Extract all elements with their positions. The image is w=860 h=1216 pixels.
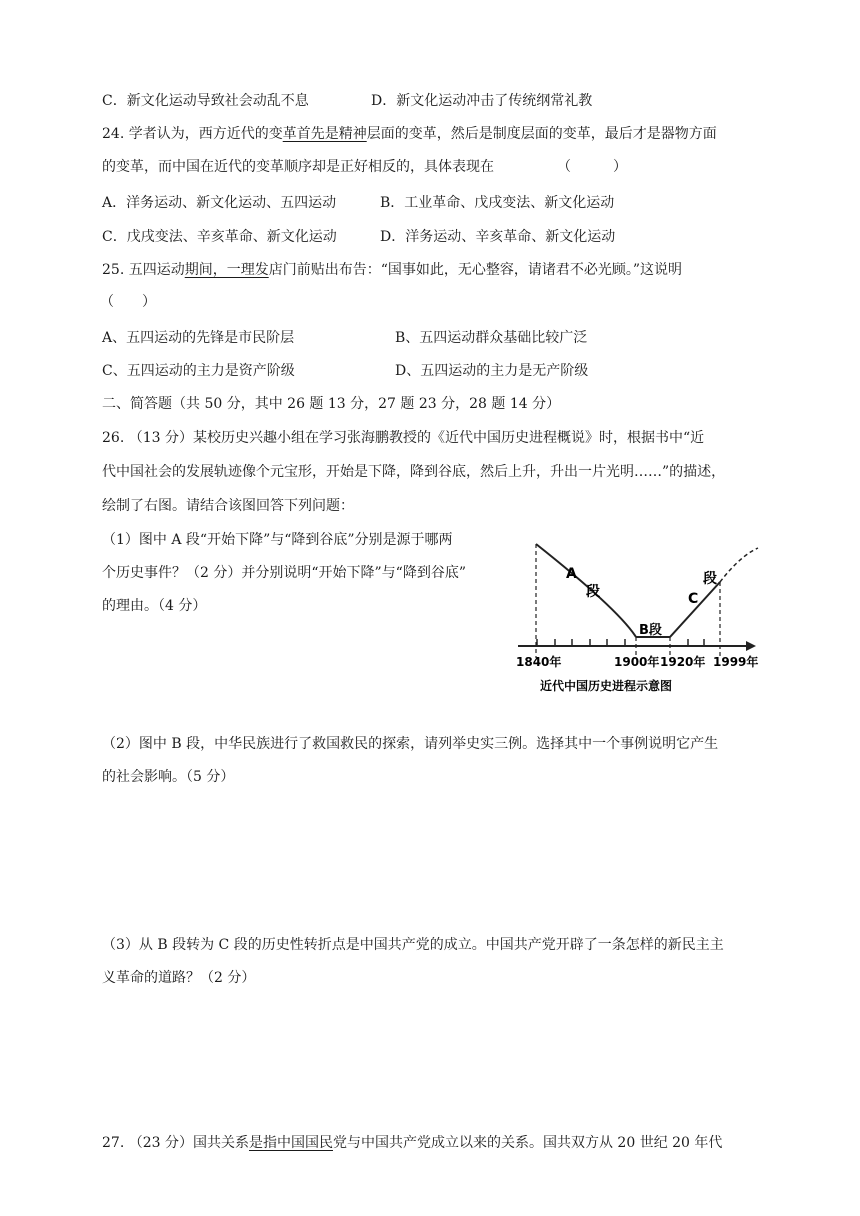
segment-a-letter: A bbox=[566, 566, 577, 582]
segment-b-label: B段 bbox=[639, 623, 662, 638]
segment-a-char: 段 bbox=[586, 584, 600, 600]
figure-caption: 近代中国历史进程示意图 bbox=[540, 679, 673, 693]
q24-question-line2: 的变革，而中国在近代的变革顺序却是正好相反的，具体表现在 （ ） bbox=[102, 159, 627, 175]
q24-option-a: A．洋务运动、新文化运动、五四运动 bbox=[102, 195, 337, 211]
q24-option-b: B．工业革命、戊戌变法、新文化运动 bbox=[380, 195, 615, 211]
year-label-1999: 1999年 bbox=[713, 655, 759, 669]
q24-underlined-text: 革首先是精神 bbox=[282, 126, 367, 142]
q24-option-c: C．戊戌变法、辛亥革命、新文化运动 bbox=[102, 229, 337, 245]
history-process-figure bbox=[508, 534, 766, 702]
q25-option-b: B、五四运动群众基础比较广泛 bbox=[395, 330, 588, 346]
q26-part1-line1: （1）图中 A 段“开始下降”与“降到谷底”分别是源于哪两 bbox=[102, 532, 453, 548]
segment-c-char: 段 bbox=[703, 571, 717, 587]
segment-c-letter: C bbox=[688, 591, 699, 607]
q25-option-d: D、五四运动的主力是无产阶级 bbox=[395, 363, 589, 379]
q26-part1-line3: 的理由。（4 分） bbox=[102, 598, 207, 614]
q26-intro-line2: 代中国社会的发展轨迹像个元宝形，开始是下降，降到谷底，然后上升，升出一片光明……”的描述， bbox=[102, 464, 726, 480]
q25-option-c: C、五四运动的主力是资产阶级 bbox=[102, 363, 295, 379]
q26-part3-line2: 义革命的道路？（2 分） bbox=[102, 970, 256, 986]
q26-intro-line1: 26. （13 分）某校历史兴趣小组在学习张海鹏教授的《近代中国历史进程概说》时，根据书中“近 bbox=[102, 430, 705, 446]
q25-answer-paren: （ ） bbox=[100, 294, 156, 310]
q26-part2-line2: 的社会影响。（5 分） bbox=[102, 769, 235, 785]
section-heading: 二、简答题（共 50 分，其中 26 题 13 分，27 题 23 分，28 题 14 分） bbox=[102, 396, 561, 412]
q25-question-line1: 25. 五四运动期间，一理发店门前贴出布告：“国事如此，无心整容，请诸君不必光顾。”这说明 bbox=[102, 262, 683, 278]
year-label-1900: 1900年 bbox=[614, 655, 660, 669]
axis-arrow-icon bbox=[746, 641, 756, 651]
q24-option-d: D．洋务运动、辛亥革命、新文化运动 bbox=[380, 229, 616, 245]
axis-ticks bbox=[537, 639, 704, 646]
q26-part1-line2: 个历史事件？（2 分）并分别说明“开始下降”与“降到谷底” bbox=[102, 565, 466, 581]
year-label-1840: 1840年 bbox=[516, 655, 562, 669]
q26-part3-line1: （3）从 B 段转为 C 段的历史性转折点是中国共产党的成立。中国共产党开辟了一条怎样的新民主主 bbox=[102, 937, 724, 953]
history-curve-diagram bbox=[508, 534, 766, 702]
q23-option-c: C．新文化运动导致社会动乱不息 bbox=[102, 93, 309, 109]
q25-underlined-text: 期间，一理发 bbox=[184, 262, 269, 278]
q26-part2-line1: （2）图中 B 段，中华民族进行了救国救民的探索，请列举史实三例。选择其中一个事例说明它产生 bbox=[102, 736, 719, 752]
q25-option-a: A、五四运动的先锋是市民阶层 bbox=[102, 330, 295, 346]
q23-option-d: D．新文化运动冲击了传统纲常礼教 bbox=[371, 93, 593, 109]
q27-question-line1: 27. （23 分）国共关系是指中国国民党与中国共产党成立以来的关系。国共双方从 20 世纪 20 年代 bbox=[102, 1135, 723, 1151]
q27-underlined-text: 是指中国国民 bbox=[248, 1135, 333, 1151]
q24-question-line1: 24. 学者认为，西方近代的变革首先是精神层面的变革，然后是制度层面的变革，最后才是器物方面 bbox=[102, 126, 717, 142]
future-trend-curve bbox=[720, 548, 758, 582]
year-label-1920: 1920年 bbox=[660, 655, 706, 669]
q26-intro-line3: 绘制了右图。请结合该图回答下列问题： bbox=[102, 498, 354, 514]
